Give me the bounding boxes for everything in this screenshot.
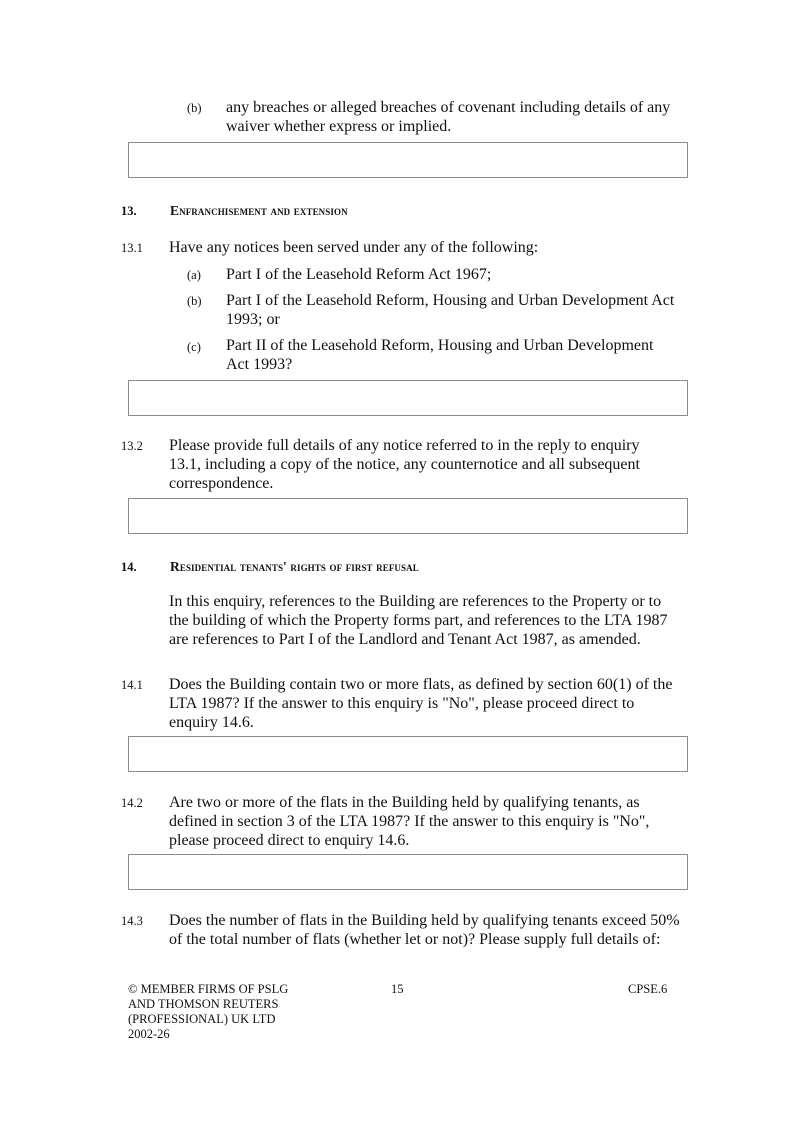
question-text: Have any notices been served under any of the following: [169, 239, 539, 256]
footer-copyright-line: © MEMBER FIRMS OF PSLG [128, 982, 289, 996]
form-code: CPSE.6 [628, 982, 668, 996]
item-label: (b) [187, 101, 202, 115]
item-text: any breaches or alleged breaches of covenant including details of any waiver whether express or implied. [226, 99, 671, 135]
item-text: Part I of the Leasehold Reform, Housing and Urban Development Act 1993; or [226, 292, 675, 328]
question-number: 14.2 [121, 796, 143, 810]
section-title: Residential tenants' rights of first refusal [170, 559, 419, 574]
footer-copyright-line: AND THOMSON REUTERS [128, 997, 279, 1011]
section-intro: In this enquiry, references to the Building are references to the Property or to the building of which the Property forms part, and references to the LTA 1987 are references to Part I of the Landlord and Tenant Act 1987, as amended. [169, 593, 668, 648]
reply-box-14-2[interactable] [128, 854, 688, 890]
question-number: 14.3 [121, 914, 143, 928]
item-label: (a) [187, 268, 201, 282]
reply-box-13-1[interactable] [128, 380, 688, 416]
question-text: Does the number of flats in the Building held by qualifying tenants exceed 50% of the total number of flats (whether let or not)? Please supply full details of: [169, 912, 680, 948]
question-text: Does the Building contain two or more flats, as defined by section 60(1) of the LTA 1987? If the answer to this enquiry is "No", please proceed direct to enquiry 14.6. [169, 676, 673, 731]
footer-copyright-line: (PROFESSIONAL) UK LTD [128, 1012, 276, 1026]
question-number: 13.2 [121, 439, 143, 453]
footer-copyright [128, 982, 348, 1042]
section-number: 13. [121, 204, 137, 218]
footer-copyright-line: 2002-26 [128, 1027, 170, 1041]
question-text: Are two or more of the flats in the Building held by qualifying tenants, as defined in section 3 of the LTA 1987? If the answer to this enquiry is "No", please proceed direct to enquiry 14.6. [169, 794, 650, 849]
reply-box-14-1[interactable] [128, 736, 688, 772]
page-number: 15 [391, 982, 404, 996]
item-label: (b) [187, 294, 202, 308]
item-label: (c) [187, 340, 201, 354]
reply-box-13-2[interactable] [128, 498, 688, 534]
section-title: Enfranchisement and extension [170, 203, 348, 218]
question-text: Please provide full details of any notice referred to in the reply to enquiry 13.1, including a copy of the notice, any counternotice and all subsequent correspondence. [169, 437, 640, 492]
item-text: Part II of the Leasehold Reform, Housing and Urban Development Act 1993? [226, 337, 654, 373]
reply-box-12b[interactable] [128, 142, 688, 178]
question-number: 14.1 [121, 678, 143, 692]
section-number: 14. [121, 560, 137, 574]
question-number: 13.1 [121, 241, 143, 255]
item-text: Part I of the Leasehold Reform Act 1967; [226, 266, 492, 283]
